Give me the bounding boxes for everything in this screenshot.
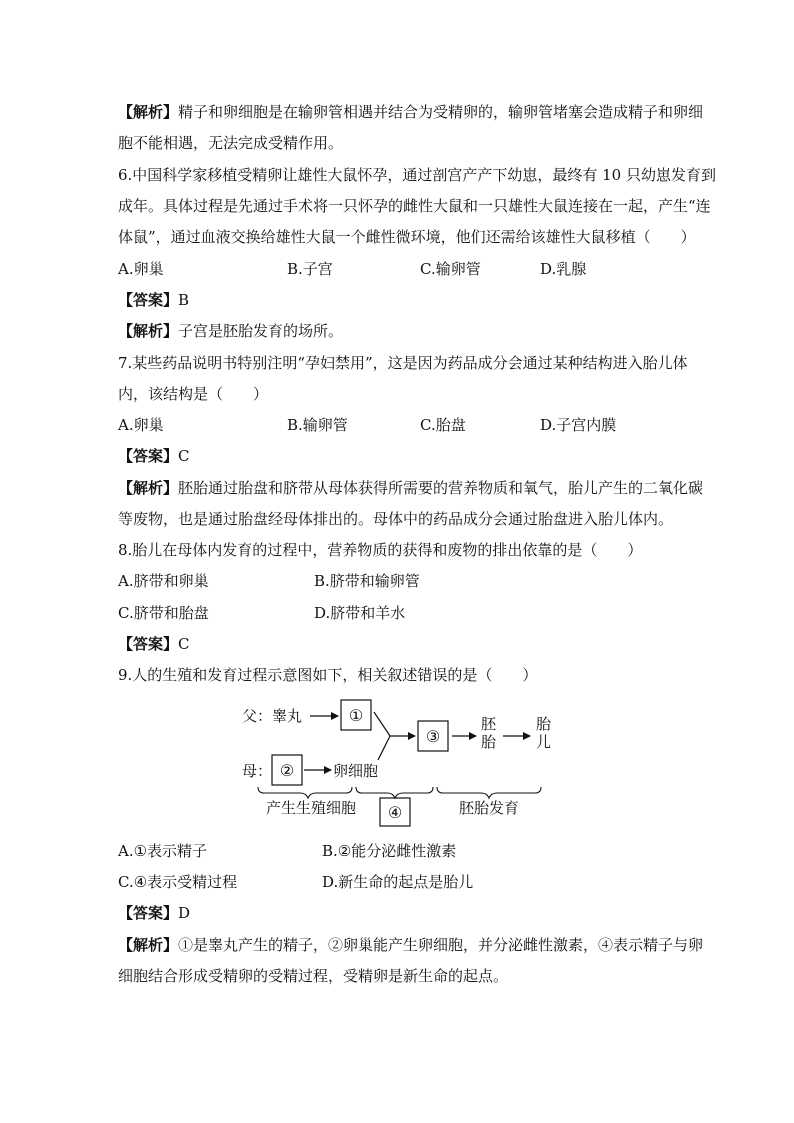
question-6-line1: 6.中国科学家移植受精卵让雄性大鼠怀孕，通过剖宫产产下幼崽，最终有 10 只幼崽发育到 — [118, 166, 716, 184]
embryo-development-label: 胚胎发育 — [459, 799, 520, 817]
box-3-label: ③ — [425, 727, 441, 746]
question-8-line1: 8.胎儿在母体内发育的过程中，营养物质的获得和废物的排出依靠的是（ ） — [118, 541, 643, 559]
embryo-label-2: 胎 — [481, 733, 497, 751]
answer-q8: 【答案】C — [118, 635, 190, 653]
analysis-q7-line2: 等废物，也是通过胎盘经母体排出的。母体中的药品成分会通过胎盘进入胎儿体内。 — [118, 510, 674, 528]
analysis-q9-line1: 【解析】①是睾丸产生的精子，②卵巢能产生卵细胞，并分泌雌性激素，④表示精子与卵 — [118, 936, 704, 954]
q9-option-c: C.④表示受精过程 — [118, 873, 238, 891]
question-6-line3: 体鼠”，通过血液交换给雄性大鼠一个雌性微环境，他们还需给该雄性大鼠移植（ ） — [118, 228, 696, 246]
testis-label: 睾丸 — [272, 707, 303, 725]
q8-option-d: D.脐带和羊水 — [314, 604, 406, 622]
q7-option-d: D.子宫内膜 — [540, 416, 617, 434]
analysis-q7-line1: 【解析】胚胎通过胎盘和脐带从母体获得所需要的营养物质和氧气，胎儿产生的二氧化碳 — [118, 479, 704, 497]
fetus-label-1: 胎 — [536, 715, 552, 733]
brace-fertilization — [356, 787, 433, 798]
box-4-label: ④ — [387, 803, 403, 822]
question-7-line2: 内，该结构是（ ） — [118, 385, 269, 403]
q6-option-d: D.乳腺 — [540, 260, 587, 278]
answer-q7: 【答案】C — [118, 447, 190, 465]
fetus-label-2: 儿 — [536, 733, 552, 751]
question-7-line1: 7.某些药品说明书特别注明“孕妇禁用”，这是因为药品成分会通过某种结构进入胎儿体 — [118, 354, 688, 372]
analysis-q5-line2: 胞不能相遇，无法完成受精作用。 — [118, 134, 344, 152]
question-9-line1: 9.人的生殖和发育过程示意图如下，相关叙述错误的是（ ） — [118, 666, 538, 684]
q9-option-a: A.①表示精子 — [118, 842, 208, 860]
gamete-production-label: 产生生殖细胞 — [266, 799, 357, 817]
mother-label: 母： — [242, 762, 273, 780]
analysis-q9-line2: 细胞结合形成受精卵的受精过程，受精卵是新生命的起点。 — [118, 967, 509, 985]
q9-option-b: B.②能分泌雌性激素 — [322, 842, 457, 860]
father-label: 父： — [242, 707, 273, 725]
embryo-label-1: 胚 — [481, 715, 497, 733]
q6-option-b: B.子宫 — [287, 260, 333, 278]
reproduction-diagram — [0, 690, 794, 830]
analysis-q6: 【解析】子宫是胚胎发育的场所。 — [118, 322, 344, 340]
question-6-line2: 成年。具体过程是先通过手术将一只怀孕的雌性大鼠和一只雄性大鼠连接在一起，产生“连 — [118, 197, 711, 215]
box-1-label: ① — [348, 706, 364, 725]
q6-option-c: C.输卵管 — [420, 260, 481, 278]
q7-option-c: C.胎盘 — [420, 416, 466, 434]
analysis-q5-line1: 【解析】精子和卵细胞是在输卵管相遇并结合为受精卵的，输卵管堵塞会造成精子和卵细 — [118, 103, 704, 121]
brace-embryo-development — [437, 787, 541, 798]
egg-label: 卵细胞 — [333, 762, 379, 780]
merge-line-top — [374, 712, 390, 736]
q7-option-b: B.输卵管 — [287, 416, 348, 434]
brace-gamete-production — [258, 787, 352, 798]
q8-option-b: B.脐带和输卵管 — [314, 572, 420, 590]
q8-option-a: A.脐带和卵巢 — [118, 572, 209, 590]
answer-q9: 【答案】D — [118, 904, 191, 922]
q9-option-d: D.新生命的起点是胎儿 — [322, 873, 474, 891]
q6-option-a: A.卵巢 — [118, 260, 164, 278]
merge-line-bottom — [378, 736, 390, 760]
box-2-label: ② — [279, 761, 295, 780]
analysis-tag: 【解析】 — [118, 103, 179, 121]
q7-option-a: A.卵巢 — [118, 416, 164, 434]
answer-q6: 【答案】B — [118, 291, 190, 309]
q8-option-c: C.脐带和胎盘 — [118, 604, 209, 622]
